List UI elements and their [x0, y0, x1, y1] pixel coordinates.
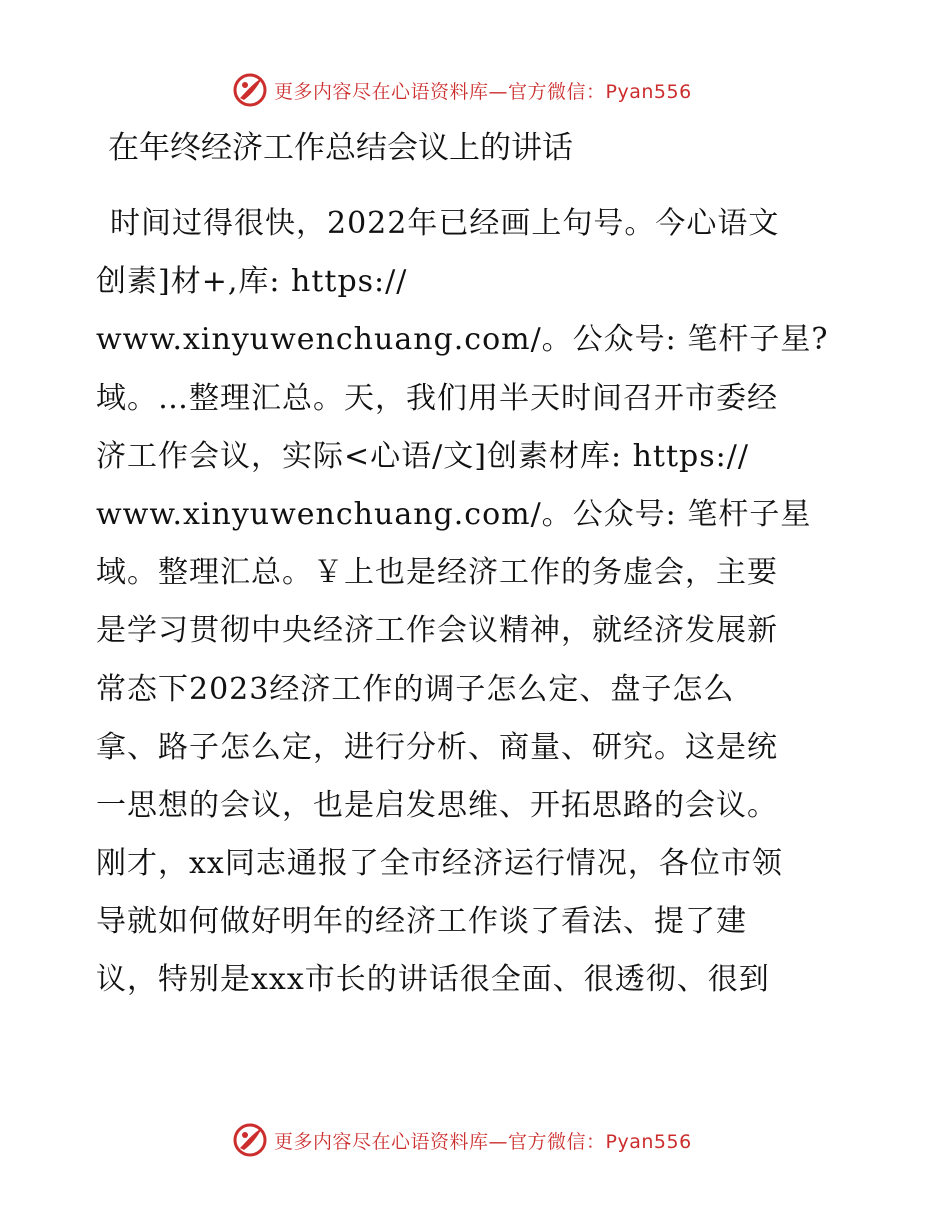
- document-body: [96, 195, 876, 1010]
- body-line: 时间过得很快，2022年已经画上句号。今心语文: [110, 206, 780, 241]
- body-line: 域。…整理汇总。天，我们用半天时间召开市委经: [96, 380, 778, 416]
- quill-logo-icon: [232, 72, 268, 108]
- body-line: 域。整理汇总。￥上也是经济工作的务虚会，主要: [96, 555, 778, 591]
- body-line: 创素]材+,库: https://: [96, 264, 408, 300]
- quill-logo-icon: [232, 1122, 268, 1158]
- body-line: 是学习贯彻中央经济工作会议精神，就经济发展新: [96, 613, 778, 649]
- body-line: 刚才，xx同志通报了全市经济运行情况，各位市领: [96, 846, 783, 882]
- body-line: 济工作会议，实际<心语/文]创素材库: https://: [96, 438, 749, 474]
- footer-watermark-banner: [232, 1120, 692, 1160]
- body-line: 拿、路子怎么定，进行分析、商量、研究。这是统: [96, 729, 778, 765]
- body-line: 常态下2023经济工作的调子怎么定、盘子怎么: [96, 671, 735, 707]
- body-line: www.xinyuwenchuang.com/。公众号: 笔杆子星: [96, 496, 812, 532]
- body-line: 导就如何做好明年的经济工作谈了看法、提了建: [96, 904, 747, 940]
- body-line: 一思想的会议，也是启发思维、开拓思路的会议。: [96, 787, 778, 823]
- header-watermark-banner: [232, 70, 692, 110]
- body-line: 议，特别是xxx市长的讲话很全面、很透彻、很到: [96, 962, 770, 998]
- body-line: www.xinyuwenchuang.com/。公众号: 笔杆子星?: [96, 322, 829, 358]
- document-title: 在年终经济工作总结会议上的讲话: [108, 130, 573, 166]
- footer-watermark-text: 更多内容尽在心语资料库—官方微信：Pyan556: [274, 1130, 692, 1153]
- header-watermark-text: 更多内容尽在心语资料库—官方微信：Pyan556: [274, 80, 692, 103]
